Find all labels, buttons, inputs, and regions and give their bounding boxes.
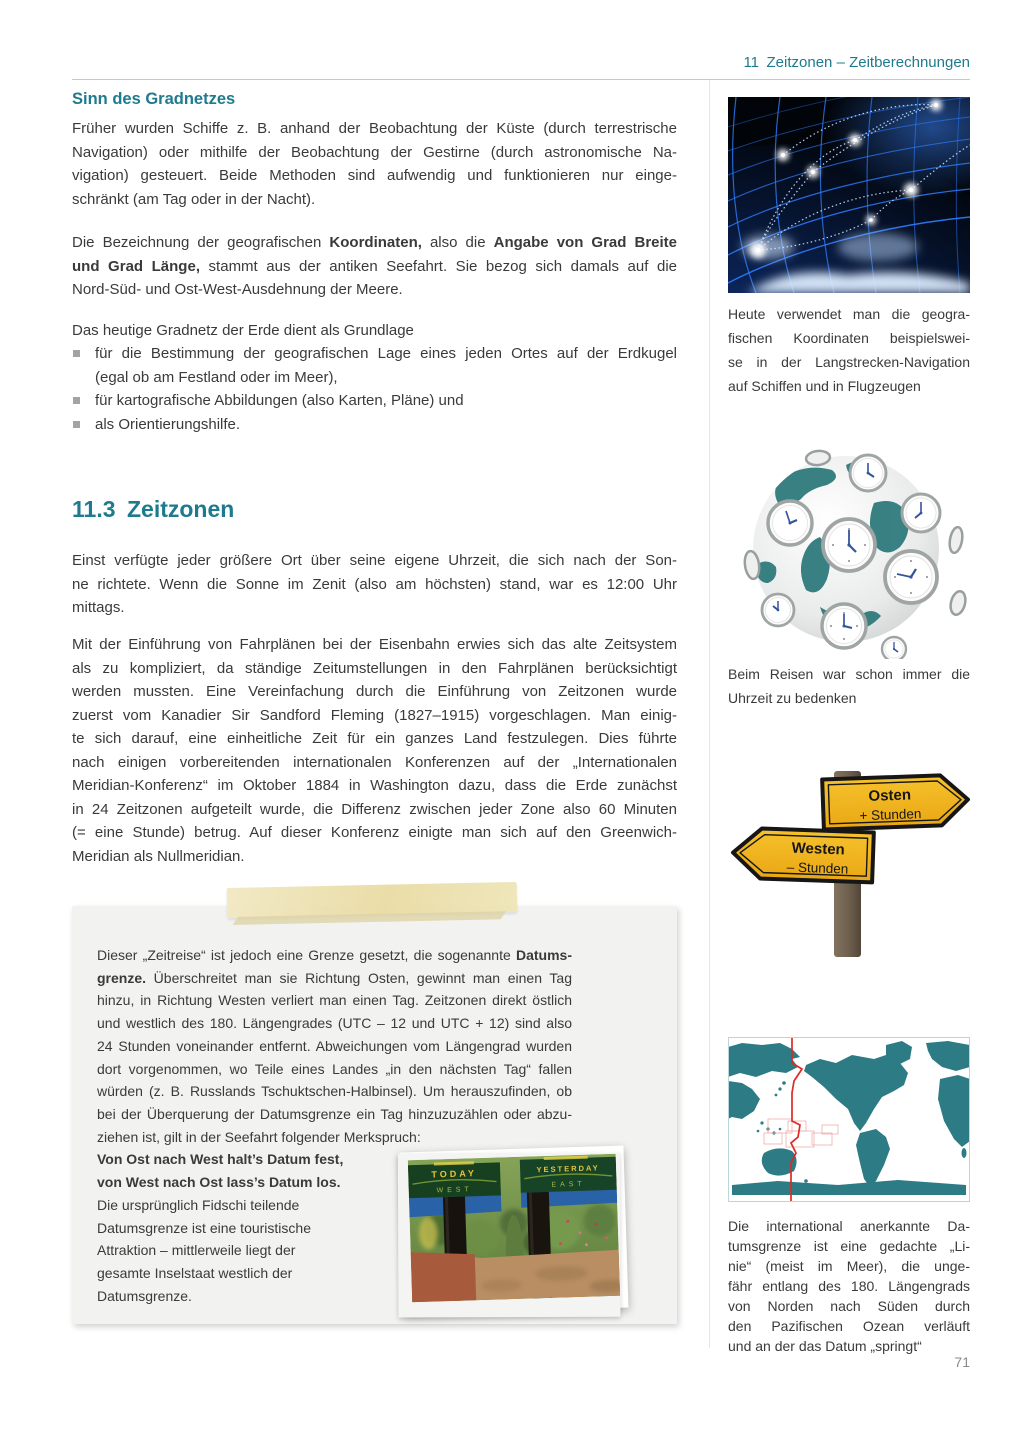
world-map-figure — [728, 1037, 970, 1202]
list-item-text — [95, 342, 677, 389]
text-line: Die Bezeichnung der geografischen Koordinaten, also die Angabe von Grad Breite — [72, 234, 678, 251]
text-line: Heute verwendet man die geogra- — [728, 306, 970, 322]
text-line: schränkt (am Tag oder in der Nacht). — [72, 190, 316, 208]
text-line: gesamte Inselstaat westlich der — [97, 1265, 293, 1282]
page-number: 71 — [954, 1354, 970, 1370]
figure-caption — [728, 1216, 970, 1356]
network-globe-image — [728, 97, 970, 293]
clock-globe-image — [728, 445, 970, 659]
text-line: ne richtete. Wenn die Sonne im Zenit (also am höchsten) stand, war es 12:00 Uhr — [72, 575, 677, 593]
text-line: Datumsgrenze ist eine touristische — [97, 1219, 311, 1236]
text-line: Mit der Einführung von Fahrplänen bei der Eisenbahn erwies sich das alte Zeitsystem — [72, 636, 677, 653]
text-line: te sich darauf, eine einheitliche Zeit für ein ganzes Land festzulegen. Dies führte — [72, 730, 677, 747]
photo-sign-east-label: EAST — [551, 1180, 586, 1189]
text-line: auf Schiffen und in Flugzeugen — [728, 378, 921, 394]
text-line: für die Bestimmung der geografischen Lage eines jeden Ortes auf der Erdkugel — [95, 345, 677, 362]
photo-sign-yesterday-label: YESTERDAY — [536, 1163, 600, 1175]
sign-east-label: Osten — [868, 786, 912, 805]
square-bullet-icon — [73, 397, 80, 404]
text-line: grenze. Überschreitet man sie Richtung Osten, gewinnt man einen Tag — [97, 969, 572, 986]
text-line: nie“ (meist im Meer), die unge- — [728, 1258, 970, 1274]
text-line: Navigation) oder mithilfe der Beobachtung der Gestirne (durch astronomische Na- — [72, 143, 677, 161]
text-line: tumsgrenze ist eine gedachte „Li- — [728, 1238, 970, 1254]
chapter-header: 11 Zeitzonen – Zeitberechnungen — [743, 54, 970, 71]
clock-globe-figure — [728, 445, 970, 659]
masking-tape-graphic — [227, 882, 518, 918]
paragraph — [72, 319, 677, 343]
square-bullet-icon — [73, 421, 80, 428]
text-line: von West nach Ost lass’s Datum los. — [97, 1173, 341, 1190]
text-line: bei der Überquerung der Datumsgrenze ein Tag hinzuzuzählen oder abzu- — [97, 1105, 572, 1122]
square-bullet-icon — [73, 350, 80, 357]
text-line: in 24 Zeitzonen aufgeteilt wurde, die Differenz zwischen jeder Zone also 60 Minuten — [72, 800, 677, 818]
paragraph — [72, 231, 677, 302]
text-line: Früher wurden Schiffe z. B. anhand der Beobachtung der Küste (durch terrestrische — [72, 120, 677, 137]
text-line: Nord-Süd- und Ost-West-Ausdehnung der Meere. — [72, 281, 403, 298]
bullet-list — [72, 342, 677, 436]
text-line: Attraktion – mittlerweile liegt der — [97, 1242, 296, 1259]
text-line: Meridian als Nullmeridian. — [72, 847, 245, 865]
text-line: und westlich des 180. Längengrades (UTC – 12 und UTC + 12) sind also — [97, 1015, 572, 1032]
text-line: fischen Koordinaten beispielswei- — [728, 330, 970, 346]
text-line: ziehen ist, gilt in der Seefahrt folgender Merkspruch: — [97, 1128, 421, 1145]
list-item — [72, 413, 677, 437]
signpost-image — [728, 765, 970, 1010]
text-line: würden (z. B. Russlands Tschuktschen-Halbinsel). Um herauszufinden, ob — [97, 1083, 572, 1100]
signpost-figure — [728, 765, 970, 1010]
photo-sign-today-label: TODAY — [431, 1168, 478, 1180]
text-line: und Grad Länge, stammt aus der antiken Seefahrt. Sie bezog sich damals auf die — [72, 257, 677, 275]
figure-caption — [728, 302, 970, 398]
text-line: als zu kompliziert, da ständige Zeitumstellungen in den Fahrplänen berücksichtigt — [72, 659, 677, 677]
text-line: Von Ost nach West halt’s Datum fest, — [97, 1151, 344, 1167]
text-line: hinzu, in Richtung Westen verliert man einen Tag. Zeitzonen direkt östlich — [97, 992, 572, 1009]
paragraph — [72, 633, 677, 868]
text-line: (egal ob am Festland oder im Meer), — [95, 368, 338, 386]
header-rule — [72, 79, 970, 80]
sign-west-label: Westen — [791, 839, 846, 859]
text-line: (= eine Stunde) betrug. Auf dieser Konferenz einigte man sich auf den Greenwich- — [72, 824, 677, 841]
text-line: Beim Reisen war schon immer die — [728, 666, 970, 682]
text-line: Das heutige Gradnetz der Erde dient als Grundlage — [72, 322, 414, 339]
dateline-photo — [400, 1146, 629, 1315]
section-title: 11.3 Zeitzonen — [72, 496, 235, 522]
text-line: Datumsgrenze. — [97, 1287, 192, 1304]
sign-east-sub-label: + Stunden — [859, 806, 922, 824]
text-line: als Orientierungshilfe. — [95, 415, 241, 433]
mnemonic-lines — [97, 1148, 417, 1193]
text-line: und an der das Datum „springt“ — [728, 1338, 922, 1354]
text-line: 24 Stunden voneinander entfernt. Abweichungen vom Längengrad wurden — [97, 1037, 572, 1054]
dateline-photo-image — [408, 1154, 620, 1302]
sign-west-sub-label: – Stunden — [786, 859, 849, 877]
text-line: Die international anerkannte Da- — [728, 1218, 970, 1234]
text-line: dort vorgenommen, wo Teile eines Landes „in den nächsten Tag“ fallen — [97, 1060, 572, 1077]
text-line: se in der Langstrecken-Navigation — [728, 354, 970, 370]
network-globe-figure — [728, 97, 970, 293]
text-line: nach einigen vorbereitenden internationalen Konferenzen auf der „Internationalen — [72, 753, 677, 771]
text-line: für kartografische Abbildungen (also Karten, Pläne) und — [95, 392, 464, 409]
list-item-text — [95, 413, 677, 437]
info-box-side-text — [97, 1194, 397, 1308]
text-line: Die ursprünglich Fidschi teilende — [97, 1197, 300, 1213]
text-line: Dieser „Zeitreise“ ist jedoch eine Grenze gesetzt, die sogenannte Datums- — [97, 947, 572, 963]
info-box — [72, 906, 677, 1324]
paragraph — [72, 117, 677, 211]
subsection-title: Sinn des Gradnetzes — [72, 90, 236, 108]
text-line: mittags. — [72, 599, 125, 616]
paragraph — [72, 549, 677, 620]
list-item — [72, 342, 677, 389]
text-line: werden mussten. Eine Vereinfachung durch die Einführung von Zeitzonen wurde — [72, 683, 677, 700]
text-line: Einst verfügte jeder größere Ort über seine eigene Uhrzeit, die sich nach der Son- — [72, 552, 677, 569]
text-line: fähr entlang des 180. Längengrads — [728, 1278, 970, 1294]
world-map-image — [728, 1037, 970, 1202]
text-line: zuerst vom Kanadier Sir Sandford Fleming (1827–1915) vorgeschlagen. Man einig- — [72, 706, 677, 724]
list-item-text — [95, 389, 677, 413]
photo-sign-west-label: WEST — [436, 1186, 473, 1195]
column-divider — [709, 80, 710, 1348]
text-line: Meridian-Konferenz“ im Oktober 1884 in Washington dazu, dass die Erde zunächst — [72, 777, 677, 794]
text-line: vigation) gesteuert. Beide Methoden sind aufwendig und funktionieren nur einge- — [72, 167, 677, 184]
info-box-paragraph — [97, 944, 572, 1148]
text-line: den Pazifischen Ozean verläuft — [728, 1318, 970, 1334]
text-line: Uhrzeit zu bedenken — [728, 690, 857, 706]
text-line: von Norden nach Süden durch — [728, 1298, 970, 1314]
figure-caption — [728, 662, 970, 710]
list-item — [72, 389, 677, 413]
